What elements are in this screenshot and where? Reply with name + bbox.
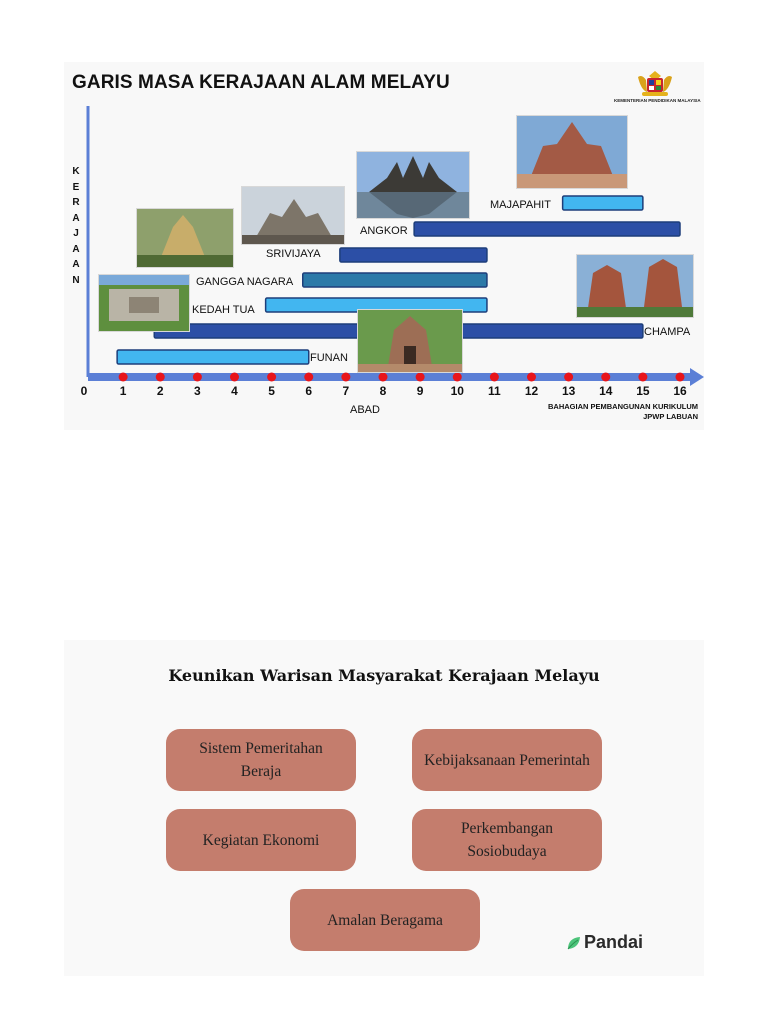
y-axis-label: KERAJAAN	[72, 166, 80, 286]
tick-dot-4	[230, 373, 239, 382]
card-kegiatan-ekonomi: Kegiatan Ekonomi	[166, 809, 356, 871]
ministry-label: KEMENTERIAN PENDIDIKAN MALAYSIA	[614, 98, 701, 103]
tick-dot-5	[267, 373, 276, 382]
tick-dot-15	[638, 373, 647, 382]
photo-kedah-tua	[98, 274, 190, 332]
credit-line-2: JPWP LABUAN	[643, 412, 698, 421]
card-perkembangan-sosiobudaya: Perkembangan Sosiobudaya	[412, 809, 602, 871]
bar-label-majapahit: MAJAPAHIT	[490, 199, 551, 211]
bar-angkor	[414, 222, 680, 236]
photo-srivijaya	[241, 186, 345, 245]
bar-label-kedah-tua: KEDAH TUA	[192, 304, 255, 316]
pandai-brand-text: Pandai	[584, 932, 644, 952]
card-kebijaksanaan-pemerintah: Kebijaksanaan Pemerintah	[412, 729, 602, 791]
bar-label-srivijaya: SRIVIJAYA	[266, 248, 321, 260]
tick-dot-13	[564, 373, 573, 382]
tick-dot-12	[527, 373, 536, 382]
tick-label-3: 3	[194, 384, 201, 398]
bar-majapahit	[563, 196, 643, 210]
heritage-title: Keunikan Warisan Masyarakat Kerajaan Melayu	[168, 666, 600, 685]
credit-label	[548, 402, 698, 422]
x-axis-label: ABAD	[350, 404, 380, 416]
pandai-logo	[566, 932, 643, 953]
tick-dot-10	[453, 373, 462, 382]
tick-label-0: 0	[80, 384, 88, 398]
tick-dot-8	[379, 373, 388, 382]
bar-label-angkor: ANGKOR	[360, 225, 408, 237]
tick-dot-16	[676, 373, 685, 382]
tick-dot-7	[341, 373, 350, 382]
bar-gangga-nagara	[303, 273, 487, 287]
tick-label-13: 13	[561, 384, 576, 398]
heritage-panel	[64, 640, 704, 976]
tick-label-4: 4	[231, 384, 238, 398]
tick-label-2: 2	[156, 384, 164, 398]
bar-funan	[117, 350, 309, 364]
tick-label-16: 16	[673, 384, 687, 398]
tick-label-8: 8	[379, 384, 387, 398]
tick-dot-9	[416, 373, 425, 382]
credit-line-1: BAHAGIAN PEMBANGUNAN KURIKULUM	[548, 402, 698, 411]
x-axis-arrow-icon	[690, 368, 704, 386]
tick-label-15: 15	[636, 384, 650, 398]
timeline-title: GARIS MASA KERAJAAN ALAM MELAYU	[72, 72, 450, 93]
tick-dot-2	[156, 373, 165, 382]
tick-dot-1	[119, 373, 128, 382]
tick-dot-3	[193, 373, 202, 382]
photo-majapahit	[516, 115, 628, 189]
tick-label-7: 7	[342, 384, 350, 398]
tick-label-9: 9	[416, 384, 424, 398]
tick-label-10: 10	[450, 384, 464, 398]
bar-label-gangga-nagara: GANGGA NAGARA	[196, 276, 294, 288]
tick-label-14: 14	[599, 384, 613, 398]
card-amalan-beragama: Amalan Beragama	[290, 889, 480, 951]
bar-label-champa: CHAMPA	[644, 326, 691, 338]
tick-label-1: 1	[119, 384, 127, 398]
photo-champa-temple	[357, 309, 463, 373]
photo-champa	[576, 254, 694, 318]
tick-label-6: 6	[305, 384, 313, 398]
bar-srivijaya	[340, 248, 487, 262]
timeline-panel	[64, 62, 704, 430]
tick-dot-6	[304, 373, 313, 382]
tick-dot-11	[490, 373, 499, 382]
card-sistem-pemerintahan: Sistem Pemeritahan Beraja	[166, 729, 356, 791]
tick-label-11: 11	[488, 384, 501, 398]
tick-dot-14	[601, 373, 610, 382]
photo-gangga-nagara	[136, 208, 234, 268]
bar-label-funan: FUNAN	[310, 352, 348, 364]
pandai-leaf-icon	[566, 935, 582, 951]
tick-label-5: 5	[268, 384, 275, 398]
tick-label-12: 12	[524, 384, 539, 398]
photo-angkor	[356, 151, 470, 219]
